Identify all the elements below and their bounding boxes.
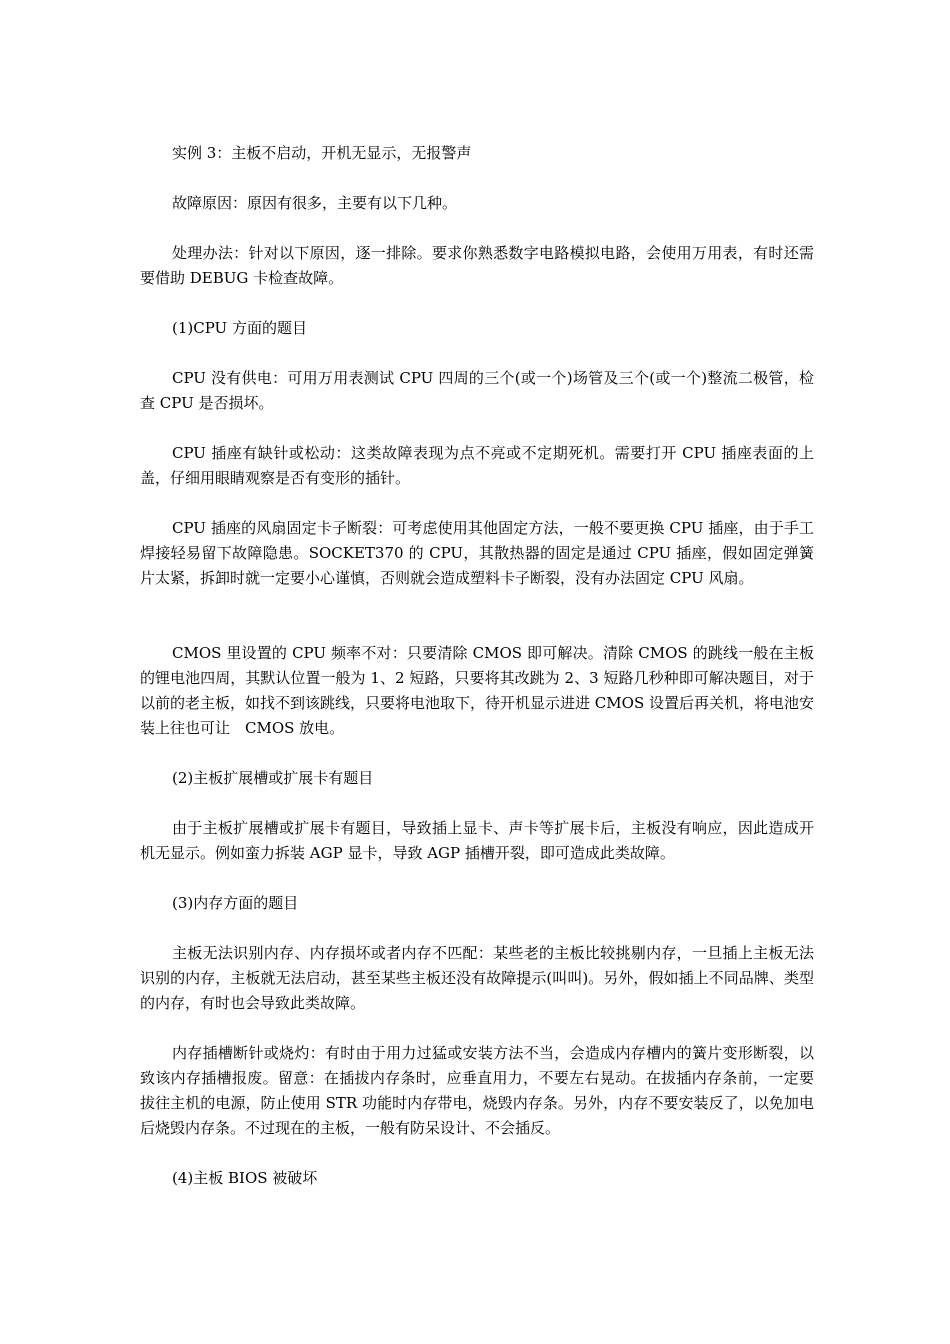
cpu-fan-clip-paragraph: CPU 插座的风扇固定卡子断裂：可考虑使用其他固定方法，一般不要更换 CPU 插座，由于手工焊接轻易留下故障隐患。SOCKET370 的 CPU，其散热器的固定是通过 CPU 插座，假如固定弹簧片太紧，拆卸时就一定要小心谨慎，否则就会造成塑料卡子断裂，没有办法固定 CPU 风扇。 xyxy=(140,519,814,587)
section-heading-expansion: (2)主板扩展槽或扩展卡有题目 xyxy=(172,769,374,787)
memory-recognition-paragraph: 主板无法识别内存、内存损坏或者内存不匹配：某些老的主板比较挑剔内存，一旦插上主板无法识别的内存，主板就无法启动，甚至某些主板还没有故障提示(叫叫)。另外，假如插上不同品牌、类型的内存，有时也会导致此类故障。 xyxy=(140,944,814,1012)
section-heading-cpu: (1)CPU 方面的题目 xyxy=(172,319,307,337)
cpu-socket-pins-paragraph: CPU 插座有缺针或松动：这类故障表现为点不亮或不定期死机。需要打开 CPU 插座表面的上盖，仔细用眼睛观察是否有变形的插针。 xyxy=(140,444,814,487)
expansion-slot-paragraph: 由于主板扩展槽或扩展卡有题目，导致插上显卡、声卡等扩展卡后，主板没有响应，因此造成开机无显示。例如蛮力拆装 AGP 显卡，导致 AGP 插槽开裂，即可造成此类故障。 xyxy=(140,819,814,862)
section-heading-memory: (3)内存方面的题目 xyxy=(172,894,299,912)
case-title: 实例 3：主板不启动，开机无显示，无报警声 xyxy=(172,144,472,162)
fault-cause-paragraph: 故障原因：原因有很多，主要有以下几种。 xyxy=(172,194,458,212)
memory-slot-paragraph: 内存插槽断针或烧灼：有时由于用力过猛或安装方法不当，会造成内存槽内的簧片变形断裂，以致该内存插槽报废。留意：在插拔内存条时，应垂直用力，不要左右晃动。在拔插内存条前，一定要拔往主机的电源，防止使用 STR 功能时内存带电，烧毁内存条。另外，内存不要安装反了，以免加电后烧毁内存条。不过现在的主板，一般有防呆设计、不会插反。 xyxy=(140,1044,814,1137)
cpu-power-paragraph: CPU 没有供电：可用万用表测试 CPU 四周的三个(或一个)场管及三个(或一个)整流二极管，检查 CPU 是否损坏。 xyxy=(140,369,814,412)
section-heading-bios: (4)主板 BIOS 被破坏 xyxy=(172,1169,318,1187)
solution-paragraph: 处理办法：针对以下原因，逐一排除。要求你熟悉数字电路模拟电路，会使用万用表，有时还需要借助 DEBUG 卡检查故障。 xyxy=(140,244,814,287)
cmos-cpu-frequency-paragraph: CMOS 里设置的 CPU 频率不对：只要清除 CMOS 即可解决。清除 CMOS 的跳线一般在主板的锂电池四周，其默认位置一般为 1、2 短路，只要将其改跳为 2、3 短路几秒种即可解决题目，对于以前的老主板，如找不到该跳线，只要将电池取下，待开机显示进进 CMOS 设置后再关机，将电池安装上往也可让 CMOS 放电。 xyxy=(140,644,814,737)
